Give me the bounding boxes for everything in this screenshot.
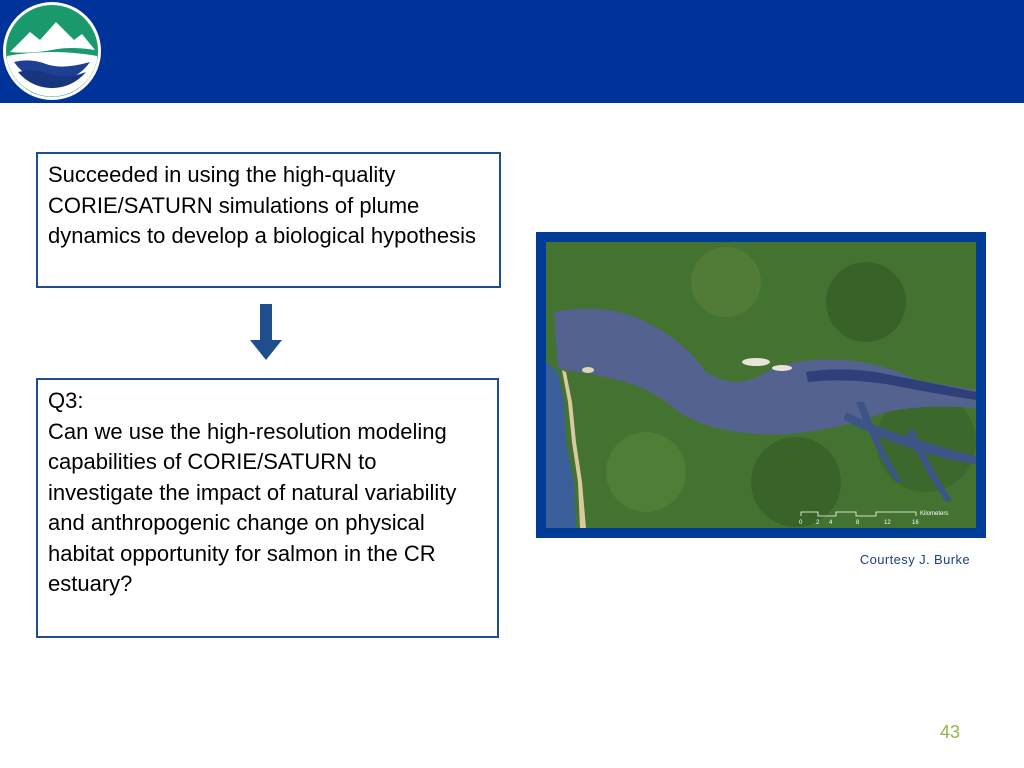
hypothesis-text: Succeeded in using the high-quality CORIE/SATURN simulations of plume dynamics to develop a biological hypothesis (48, 162, 477, 248)
arrow-down-icon (248, 304, 284, 360)
map-scale-tick: 16 (912, 520, 919, 526)
map-scale-tick: 0 (799, 520, 803, 526)
question-text: Can we use the high-resolution modeling capabilities of CORIE/SATURN to investigate the impact of natural variability and anthropogenic change on physical habitat opportunity for salmon in the CR estuary? (48, 418, 457, 596)
map-scale-tick: 2 (816, 520, 820, 526)
hypothesis-textbox (36, 152, 501, 288)
page-number: 43 (939, 722, 961, 742)
map-scale-tick: 4 (829, 520, 833, 526)
satellite-image (546, 242, 976, 528)
question-textbox (36, 378, 499, 638)
mountain-water-logo-icon (0, 0, 106, 103)
image-credit: Courtesy J. Burke (859, 552, 970, 567)
question-heading: Q3: (48, 388, 84, 413)
satellite-image-frame (536, 232, 986, 538)
map-scale-tick: 12 (884, 520, 891, 526)
header-bar (0, 0, 1024, 103)
map-scale-tick: 8 (856, 520, 860, 526)
map-scale-label: Kilometers (920, 511, 949, 517)
